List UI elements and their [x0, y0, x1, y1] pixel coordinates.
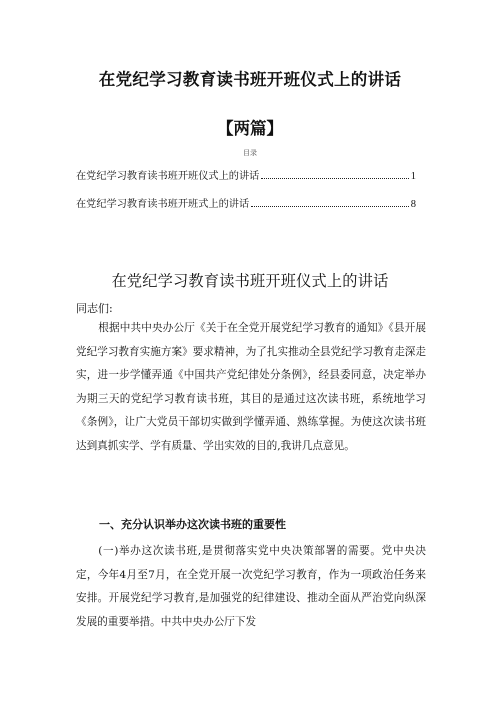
toc-entry-page: 1	[410, 171, 416, 182]
section-heading: 一、充分认识举办这次读书班的重要性	[99, 518, 286, 531]
toc-heading: 目录	[243, 149, 257, 157]
toc-entry-text: 在党纪学习教育读书班开班式上的讲话	[76, 199, 250, 210]
document-title: 在党纪学习教育读书班开班仪式上的讲话	[98, 70, 402, 89]
body-paragraph: 根据中共中央办公厅《关于在全党开展党纪学习教育的通知》《县开展党纪学习教育实施方案》要求精神，为了扎实推动全县党纪学习教育走深走实，进一步学懂弄通《中国共产党纪律处分条例》，经县委同意，决定举办为期三天的党纪学习教育读书班，其目的是通过这次读书班，系统地学习《条例》，让广大党员干部切实做到学懂弄通、熟练掌握。为使这次读书班达到真抓实学、学有质量、学出实效的目的,我讲几点意见。	[76, 322, 426, 452]
salutation: 同志们:	[76, 302, 113, 315]
toc-leader	[261, 178, 408, 179]
toc-entry[interactable]	[76, 166, 416, 182]
toc-entry-page: 8	[410, 199, 416, 210]
document-subtitle: 【两篇】	[217, 119, 283, 138]
toc-leader	[251, 206, 409, 207]
body-paragraph: (一)举办这次读书班,是贯彻落实党中央决策部署的需要。党中央决定，今年4月至7月，在全党开展一次党纪学习教育，作为一项政治任务来安排。开展党纪学习教育,是加强党的纪律建设、推动全面从严治党向纵深发展的重要举措。中共中央办公厅下发	[76, 545, 426, 628]
section-title: 在党纪学习教育读书班开班仪式上的讲话	[111, 272, 389, 290]
toc-entry[interactable]	[76, 194, 416, 210]
toc-entry-text: 在党纪学习教育读书班开班仪式上的讲话	[76, 171, 260, 182]
